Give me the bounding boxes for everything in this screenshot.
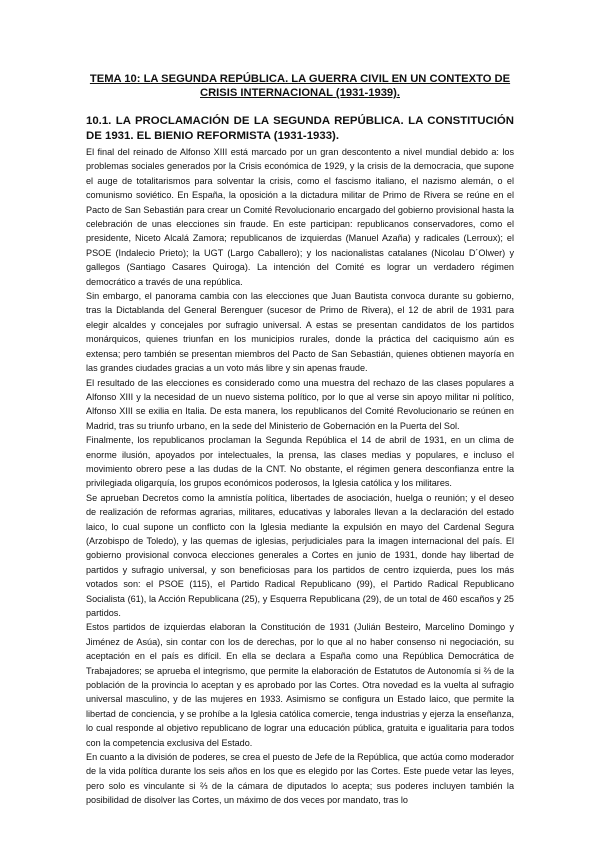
paragraph-2: Sin embargo, el panorama cambia con las elecciones que Juan Bautista convoca durante su gobierno, tras la Dictablanda del General Berenguer (sucesor de Primo de Rivera), el 12 de abril de 1931 para elegir alcaldes y concejales por sufragio universal. A estas se presentan candidatos de los partidos monárquicos, quienes triunfan en los municipios rurales, donde la práctica del caciquismo aún es extensa; pero también se presentan miembros del Pacto de San Sebastián, quienes obtienen mayoría en las grandes ciudades gracias a un voto más libre y sin apenas fraude.	[86, 291, 514, 374]
paragraph-6: Estos partidos de izquierdas elaboran la Constitución de 1931 (Julián Besteiro, Marcelino Domingo y Jiménez de Asúa), sin contar con los de derechas, por lo que al no haber consenso ni negociación, su aceptación en el país es difícil. En ella se declara a España como una República Democrática de Trabajadores; se aprueba el integrismo, que permite la elaboración de Estatutos de Autonomía si ⅔ de la población de la provincia lo aceptan y es aprobado por las Cortes. Otra novedad es la vuelta al sufragio universal masculino, y de las mujeres en 1933. Asimismo se configura un Estado laico, que permite la libertad de conciencia, y se prohíbe a la Iglesia católica comercie, tenga industrias y ejerza la enseñanza, lo cual responde al objetivo republicano de lograr una educación pública, gratuita e igualitaria para todos con la competencia exclusiva del Estado.	[86, 622, 514, 748]
paragraph-5: Se aprueban Decretos como la amnistía política, libertades de asociación, huelga o reunión; y el deseo de realización de reformas agrarias, militares, educativas y laborales llevan a la declaración del estado laico, lo cual supone un conflicto con la Iglesia mediante la expulsión en mayo del Cardenal Segura (Arzobispo de Toledo), y las quemas de iglesias, perjudiciales para la imagen internacional del país. El gobierno provisional convoca elecciones generales a Cortes en junio de 1931, donde hay libertad de partidos y sufragio universal, y son beneficiosas para los partidos de centro izquierda, pues los más votados son: el PSOE (115), el Partido Radical Republicano (99), el Partido Radical Republicano Socialista (61), la Acción Republicana (25), y Esquerra Republicana (29), de un total de 460 escaños y 25 partidos.	[86, 492, 514, 618]
paragraph-1: El final del reinado de Alfonso XIII está marcado por un gran descontento a nivel mundial debido a: los problemas sociales generados por la Crisis económica de 1929, y la crisis de la democracia, que supone el auge de totalitarismos para solventar la crisis, como el fascismo italiano, el nazismo alemán, o el comunismo soviético. En España, la oposición a la dictadura militar de Primo de Rivera se reúne en el Pacto de San Sebastián para crear un Comité Revolucionario encargado del gobierno provisional hasta la celebración de unas elecciones sin fraude. En este participan: republicanos conservadores, como el presidente, Niceto Alcalá Zamora; republicanos de izquierdas (Manuel Azaña) y radicales (Lerroux); el PSOE (Indalecio Prieto); la UGT (Largo Caballero); y los nacionalistas catalanes (Nicolau D´Olwer) y gallegos (Santiago Casares Quiroga). La intención del Comité es lograr un verdadero régimen democrático a través de una república.	[86, 147, 514, 287]
paragraph-3: El resultado de las elecciones es considerado como una muestra del rechazo de las clases populares a Alfonso XIII y la necesidad de un nuevo sistema político, por lo que al verse sin apoyo militar ni político, Alfonso XIII se exilia en Italia. De esta manera, los republicanos del Comité Revolucionario se reúnen en Madrid, tras su triunfo urbano, en la sede del Ministerio de Gobernación en la Puerta del Sol.	[86, 377, 514, 431]
document-title-line-1: TEMA 10: LA SEGUNDA REPÚBLICA. LA GUERRA CIVIL EN UN CONTEXTO DE	[89, 73, 511, 85]
paragraph-4: Finalmente, los republicanos proclaman la Segunda República el 14 de abril de 1931, en un clima de enorme ilusión, apoyados por intelectuales, la prensa, las clases medias y populares, e incluso el movimiento obrero pese a las dudas de la CNT. No obstante, el régimen genera desconfianza entre la privilegiada oligarquía, los grupos económicos poderosos, la Iglesia católica y los militares.	[86, 435, 514, 489]
section-heading: 10.1. LA PROCLAMACIÓN DE LA SEGUNDA REPÚBLICA. LA CONSTITUCIÓN DE 1931. EL BIENIO REFORMISTA (1931-1933).	[86, 115, 514, 142]
document-title-line-2: CRISIS INTERNACIONAL (1931-1939).	[200, 87, 400, 99]
document-title	[86, 72, 514, 100]
paragraph-7: En cuanto a la división de poderes, se crea el puesto de Jefe de la República, que actúa como moderador de la vida política durante los seis años en los que es elegido por las Cortes. Este puede vetar las leyes, pero solo es vinculante si ⅔ de la cámara de diputados lo acepta; sus poderes incluyen también la posibilidad de disolver las Cortes, un máximo de dos veces por mandato, tras lo	[86, 752, 514, 806]
